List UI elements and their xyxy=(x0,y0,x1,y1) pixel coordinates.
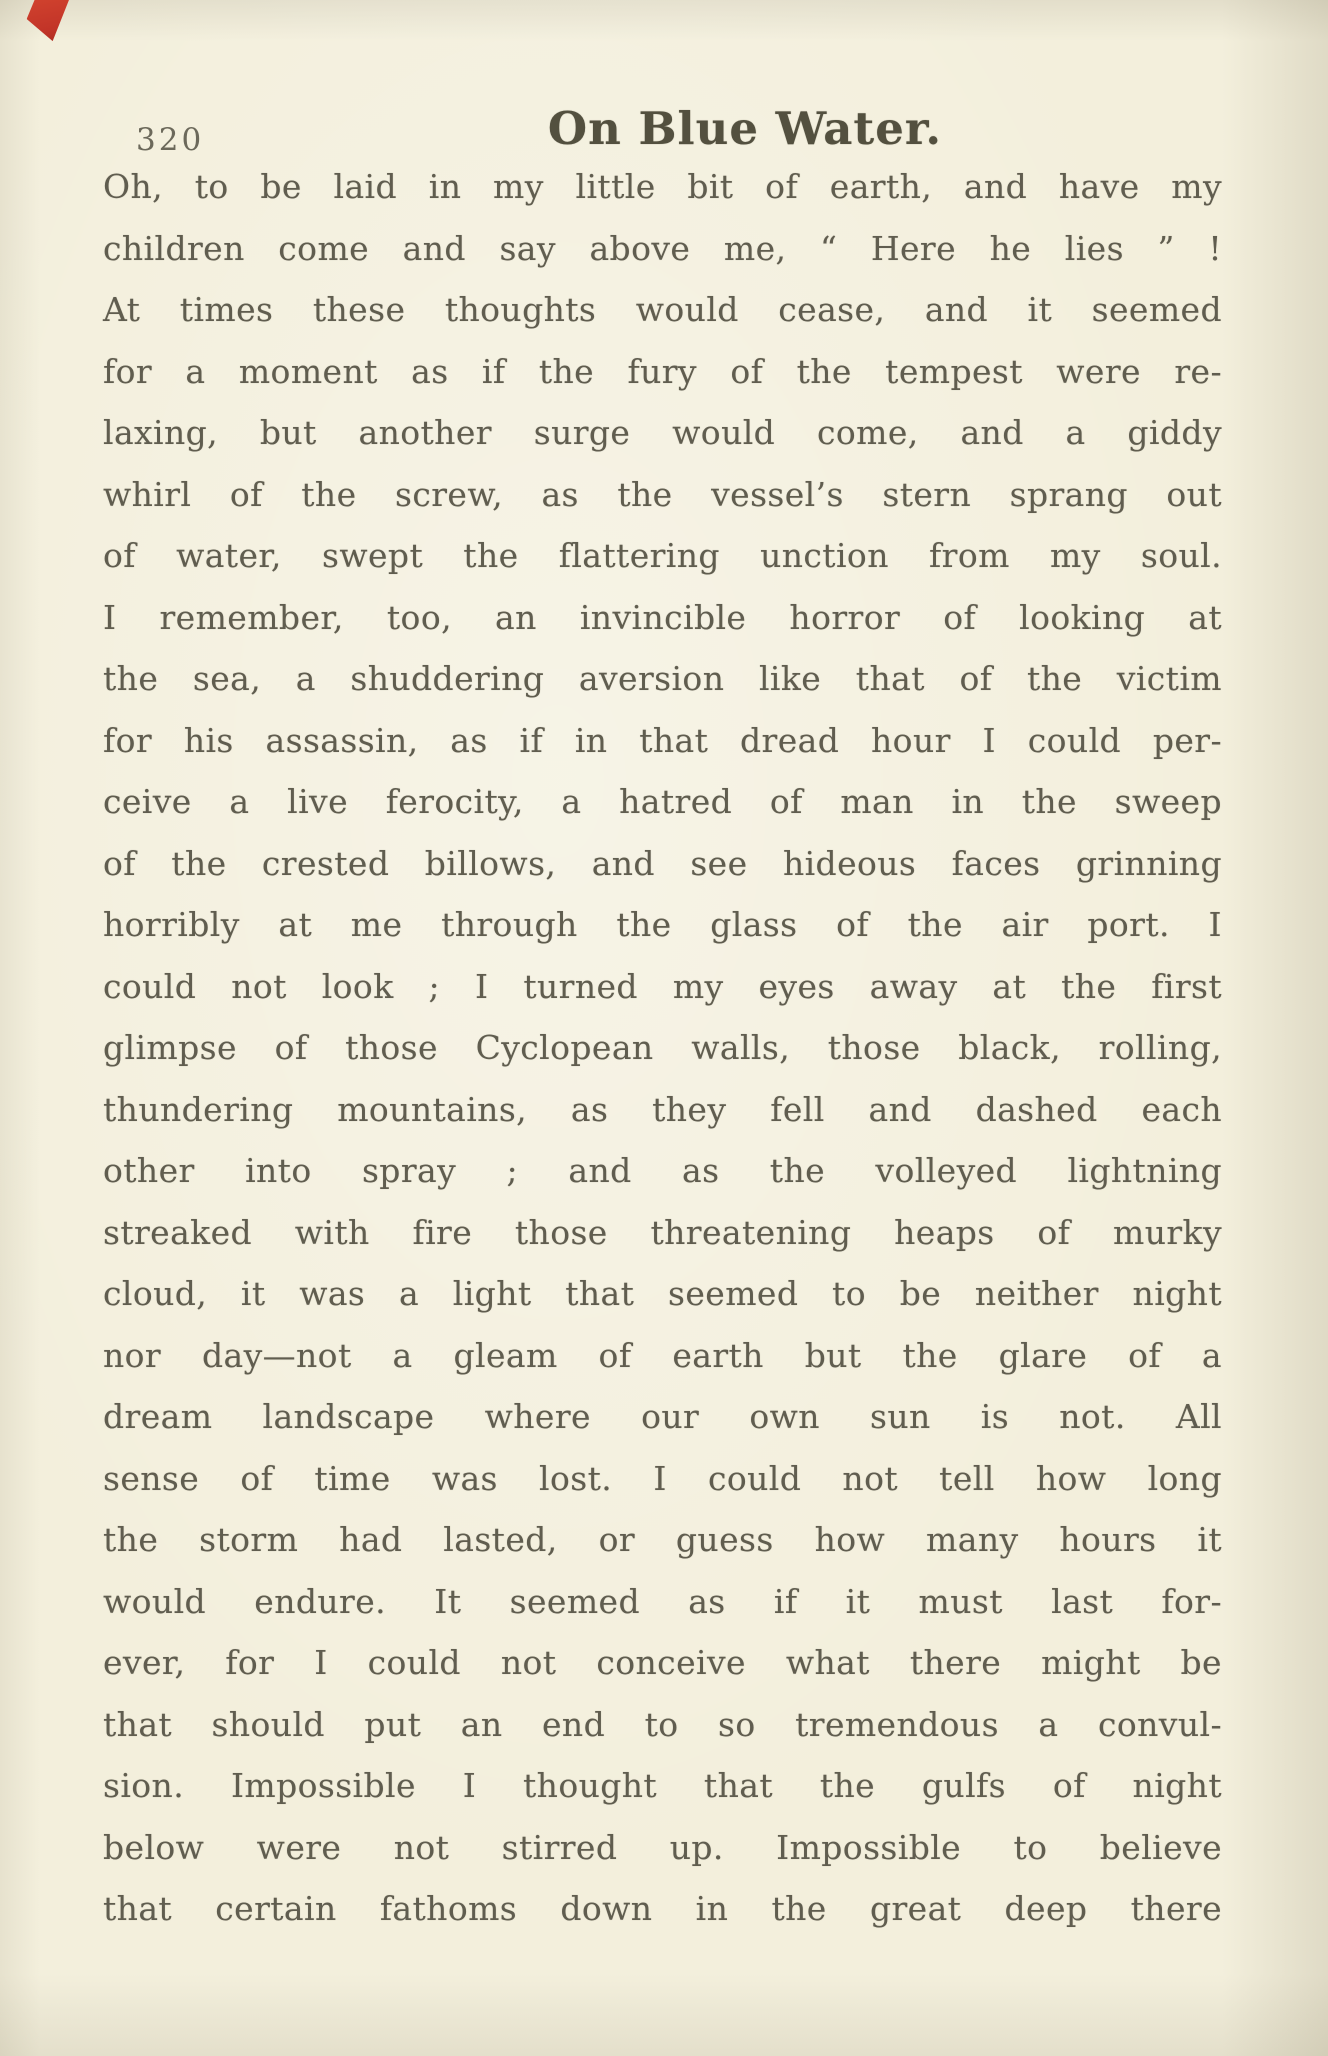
text-line: sense of time was lost. I could not tell how long xyxy=(103,1458,1222,1498)
text-line: glimpse of those Cyclopean walls, those black, rolling, xyxy=(103,1028,1222,1067)
text-line: dream landscape where our own sun is not. All xyxy=(103,1397,1222,1436)
text-line: thundering mountains, as they fell and dashed each xyxy=(103,1089,1222,1129)
text-line: Oh, to be laid in my little bit of earth, and have my xyxy=(103,167,1222,206)
text-line: children come and say above me, “ Here he lies ” ! xyxy=(103,228,1222,268)
text-line: ceive a live ferocity, a hatred of man in the sweep xyxy=(103,782,1222,821)
text-line: the sea, a shuddering aversion like that of the victim xyxy=(103,659,1222,698)
text-line: other into spray ; and as the volleyed lightning xyxy=(103,1151,1222,1190)
text-line: would endure. It seemed as if it must last for- xyxy=(103,1581,1222,1621)
text-line: At times these thoughts would cease, and it seemed xyxy=(103,290,1222,329)
text-line: sion. Impossible I thought that the gulfs of night xyxy=(103,1766,1222,1805)
page-body xyxy=(103,156,1222,1940)
text-line: nor day—not a gleam of earth but the glare of a xyxy=(103,1335,1222,1375)
text-line: cloud, it was a light that seemed to be neither night xyxy=(103,1274,1222,1313)
text-line: streaked with fire those threatening heaps of murky xyxy=(103,1212,1222,1252)
text-line: horribly at me through the glass of the air port. I xyxy=(103,905,1222,944)
text-line: for a moment as if the fury of the tempest were re- xyxy=(103,351,1222,391)
text-line: I remember, too, an invincible horror of looking at xyxy=(103,597,1222,637)
text-line: of the crested billows, and see hideous faces grinning xyxy=(103,843,1222,883)
text-line: for his assassin, as if in that dread hour I could per- xyxy=(103,720,1222,760)
text-line: that should put an end to so tremendous a convul- xyxy=(103,1704,1222,1744)
page-number: 320 xyxy=(136,122,205,158)
text-line: could not look ; I turned my eyes away at the first xyxy=(103,966,1222,1006)
running-head: On Blue Water. xyxy=(547,102,943,155)
text-line: whirl of the screw, as the vessel’s stern sprang out xyxy=(103,474,1222,514)
text-line: of water, swept the flattering unction from my soul. xyxy=(103,536,1222,575)
text-line: laxing, but another surge would come, and a giddy xyxy=(103,413,1222,452)
page-header xyxy=(0,0,1328,165)
text-line: ever, for I could not conceive what there might be xyxy=(103,1643,1222,1682)
text-line: that certain fathoms down in the great deep there xyxy=(103,1889,1222,1928)
text-line: the storm had lasted, or guess how many hours it xyxy=(103,1520,1222,1559)
text-line: below were not stirred up. Impossible to believe xyxy=(103,1827,1222,1867)
